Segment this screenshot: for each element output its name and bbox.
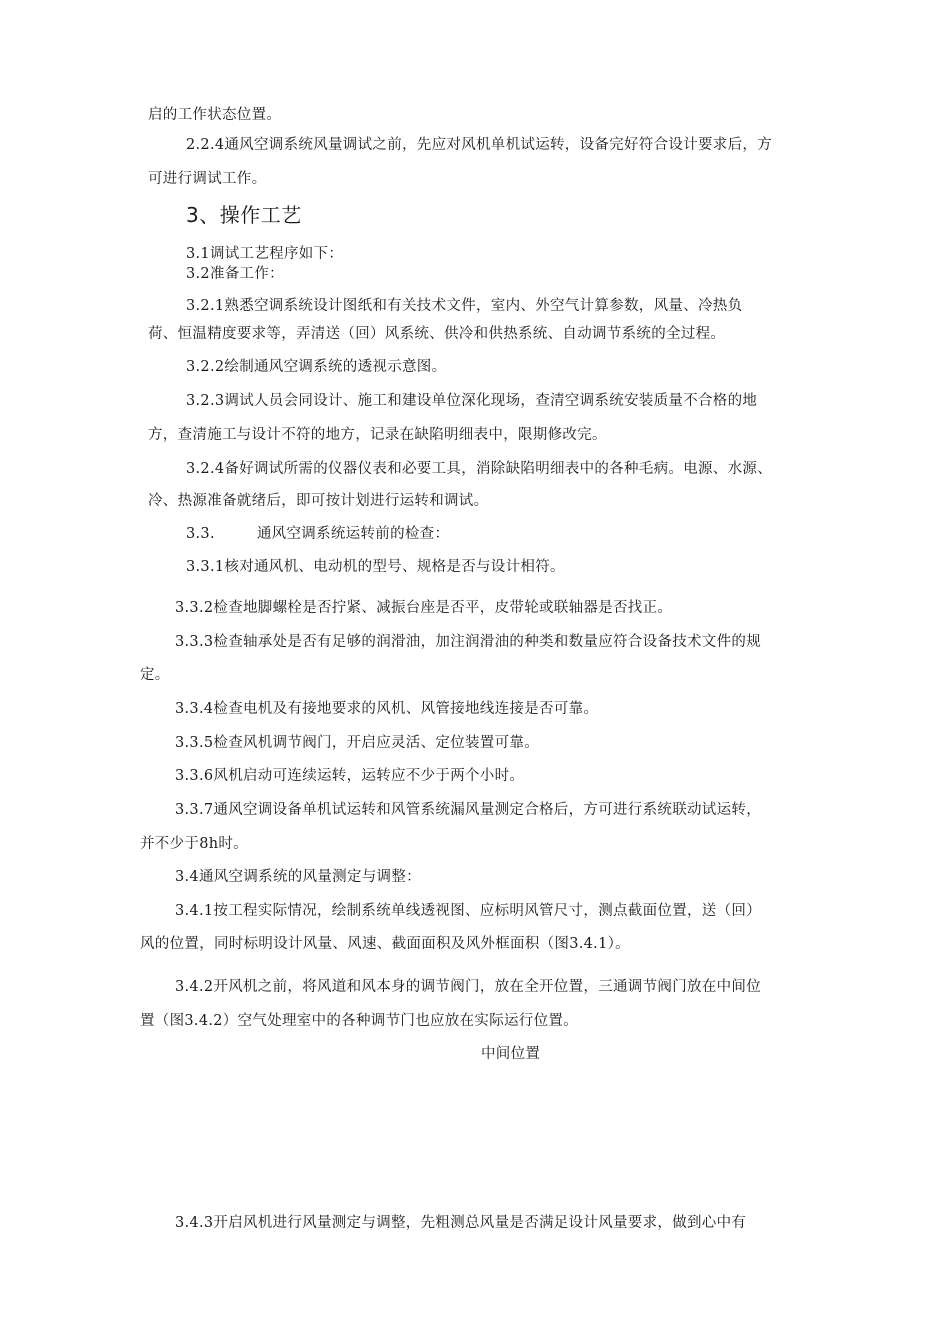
text-line: 风的位置，同时标明设计风量、风速、截面面积及风外框面积（图3.4.1）。 [140,936,630,952]
text-line: 3.3.7通风空调设备单机试运转和风管系统漏风量测定合格后，方可进行系统联动试运转， [175,802,761,818]
text-line: 3.3.1核对通风机、电动机的型号、规格是否与设计相符。 [186,559,565,575]
text-line: 3.2.4备好调试所需的仪器仪表和必要工具，消除缺陷明细表中的各种毛病。电源、水源、 [186,461,772,477]
text-line: 3.2.2绘制通风空调系统的透视示意图。 [186,359,447,375]
text-line: 定。 [140,667,170,683]
text-line: 3.2准备工作： [186,266,284,282]
text-line: 3.4.1按工程实际情况，绘制系统单线透视图、应标明风管尺寸，测点截面位置，送（回） [175,903,761,919]
text-line: 并不少于8h时。 [140,836,248,852]
text-line: 3.1调试工艺程序如下： [186,246,344,262]
text-line: 3.4通风空调系统的风量测定与调整： [175,869,421,885]
text-line: 2.2.4通风空调系统风量调试之前，先应对风机单机试运转，设备完好符合设计要求后，方 [186,137,772,153]
text-line: 3.2.1熟悉空调系统设计图纸和有关技术文件，室内、外空气计算参数，风量、冷热负 [186,298,743,314]
text-line: 置（图3.4.2）空气处理室中的各种调节门也应放在实际运行位置。 [140,1013,578,1029]
text-line: 冷、热源准备就绪后，即可按计划进行运转和调试。 [148,493,489,509]
text-line: 3.3.2检查地脚螺栓是否拧紧、减振台座是否平，皮带轮或联轴器是否找正。 [175,600,673,616]
text-line: 3.3.6风机启动可连续运转，运转应不少于两个小时。 [175,768,525,784]
section-title: 通风空调系统运转前的检查： [256,526,450,542]
text-line [186,524,449,544]
text-line: 方，查清施工与设计不符的地方，记录在缺陷明细表中，限期修改完。 [148,427,607,443]
text-line: 3.3.3检查轴承处是否有足够的润滑油，加注润滑油的种类和数量应符合设备技术文件的规 [175,634,761,650]
text-line: 3.3.5检查风机调节阀门，开启应灵活、定位装置可靠。 [175,735,539,751]
text-line: 启的工作状态位置。 [148,107,282,123]
text-line: 3.4.2开风机之前，将风道和风本身的调节阀门，放在全开位置，三通调节阀门放在中间位 [175,979,761,995]
section-number: 3.3. [186,526,215,542]
figure-caption: 中间位置 [481,1046,541,1062]
text-line: 3.3.4检查电机及有接地要求的风机、风管接地线连接是否可靠。 [175,701,599,717]
text-line: 3.2.3调试人员会同设计、施工和建设单位深化现场，查清空调系统安装质量不合格的地 [186,393,758,409]
text-line: 可进行调试工作。 [148,171,267,187]
section-heading: 3、操作工艺 [186,203,302,227]
text-line: 3.4.3开启风机进行风量测定与调整，先粗测总风量是否满足设计风量要求，做到心中有 [175,1215,747,1231]
text-line: 荷、恒温精度要求等，弄清送（回）风系统、供冷和供热系统、自动调节系统的全过程。 [148,326,726,342]
